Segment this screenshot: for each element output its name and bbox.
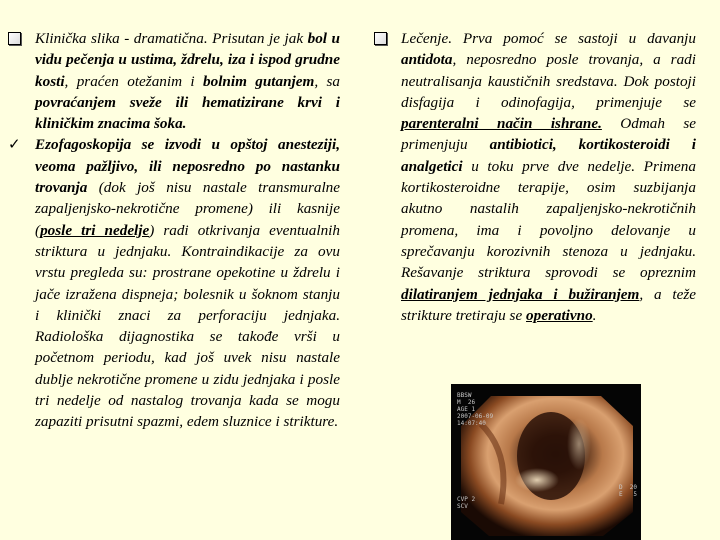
treatment-text-2: , neposredno posle trovanja, a radi neutralisanja kaustičnih sredstava. Dok postoji disfagija i odinofagija, primenjuje se — [401, 51, 696, 111]
endoscopy-image — [451, 384, 641, 540]
endoscopy-text-2: ) radi otkrivanja eventualnih striktura u jednjaku. Kontraindikacije za ovu vrstu pregleda su: prostrane opekotine u ždrelu i jače izražena dispneja; bolesnik u šoknom stanju i klinički znaci za perforaciju jednjaka. Radiološka dijagnostika se takođe vrši u početnom periodu, kad još uvek nisu nastale dublje nekrotične promene u zidu jednjaka i posle tri nedelje od nastalog trovanja kada se mogu zapaziti prisutni spazmi, edem sluznice i strikture. — [35, 221, 340, 431]
treatment-bold-1: antidota — [401, 51, 453, 69]
square-bullet-icon — [8, 28, 21, 52]
treatment-text-6: . — [592, 306, 597, 324]
right-column — [374, 28, 696, 326]
endoscopy-bold-2: posle tri nedelje — [40, 221, 150, 239]
clinical-bold-2: bolnim gutanjem — [203, 72, 315, 90]
clinical-bold-3: povraćanjem sveže ili hematizirane krvi i kliničkim znacima šoka. — [35, 93, 340, 133]
left-column — [8, 28, 340, 433]
checkmark-icon: ✓ — [8, 135, 21, 154]
left-bullet-endoscopy — [8, 134, 340, 432]
treatment-bold-3: antibiotici, kortikosteroidi i analgetici — [401, 136, 696, 175]
treatment-bold-2: parenteralni način ishrane. — [401, 115, 602, 133]
endoscope-info-right: D 20 E 5 — [618, 484, 637, 498]
treatment-bold-5: operativno — [526, 306, 593, 324]
endoscope-info-top-left: BBSW M 26 AGE 1 2007-06-09 14:07:40 — [457, 392, 494, 427]
endoscope-info-bottom-left: CVP 2 SCV — [457, 496, 476, 510]
clinical-text-2: , praćen otežanim i — [64, 72, 204, 90]
clinical-bold-1: bol u vidu pečenja u ustima, ždrelu, iza i ispod grudne kosti — [35, 30, 340, 90]
treatment-text-1: Lečenje. Prva pomoć se sastoji u davanju — [401, 30, 696, 47]
treatment-text-3: Odmah se primenjuju — [401, 115, 696, 154]
treatment-bold-4: dilatiranjem jednjaka i bužiranjem — [401, 285, 640, 303]
right-bullet-treatment — [374, 28, 696, 326]
left-bullet-clinical — [8, 28, 340, 134]
endoscopy-bold-1: Ezofagoskopija se izvodi u opštoj anesteziji, veoma pažljivo, ili neposredno po nastanku trovanja — [35, 136, 340, 197]
clinical-text-1: Klinička slika - dramatična. Prisutan je jak — [35, 30, 308, 47]
square-bullet-icon — [374, 28, 387, 52]
treatment-text-4: u toku prve dve nedelje. Primena kortikosteroidne terapije, osim suzbijanja akutno nastalih zapaljenjsko-nekrotičnih promena, ima i povoljno delovanje u sprečavanju korozivnih stenoza u jednjaku. Rešavanje striktura sprovodi se opreznim — [401, 157, 696, 282]
endoscopy-text-1: (dok još nisu nastale transmuralne zapaljenjsko-nekrotične promene) ili kasnije ( — [35, 179, 340, 239]
clinical-text-3: , sa — [314, 72, 341, 90]
treatment-text-5: , a teže strikture tretiraju se — [401, 285, 696, 324]
